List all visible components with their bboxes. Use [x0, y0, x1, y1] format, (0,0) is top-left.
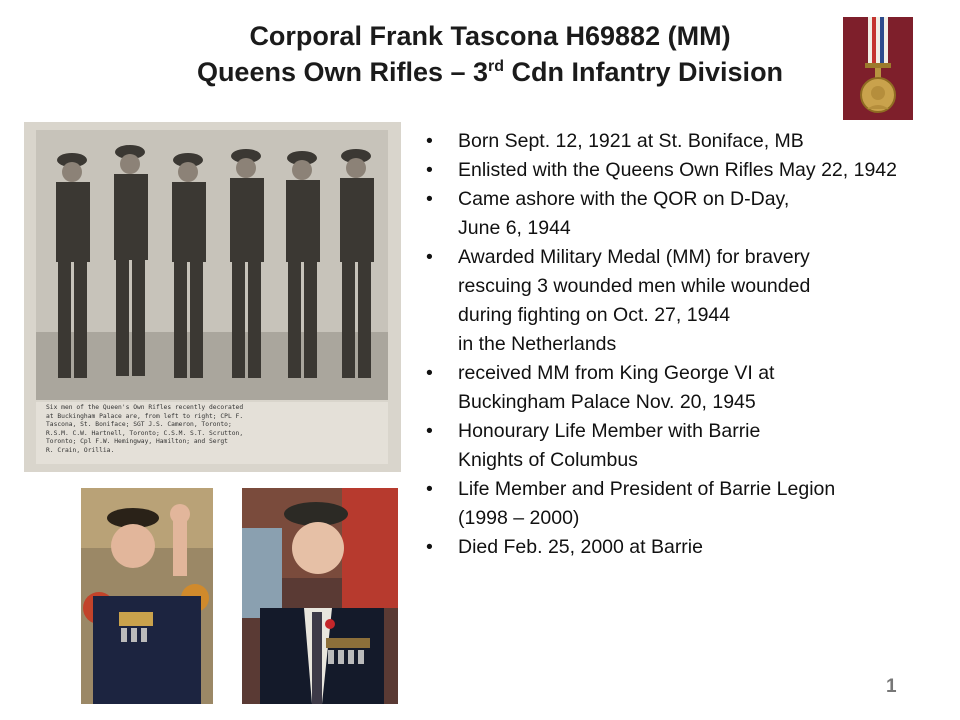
bullet-text-continued: Buckingham Palace Nov. 20, 1945 [458, 391, 756, 413]
military-medal-image [843, 17, 913, 120]
bullet-text-continued: in the Netherlands [458, 333, 617, 355]
group-photo-six-soldiers [24, 122, 401, 472]
bullet-dot: • [426, 188, 433, 210]
photo-veteran-portrait [242, 488, 398, 704]
bullet-dot: • [426, 159, 433, 181]
slide-title [130, 18, 850, 90]
bullet-text-continued: June 6, 1944 [458, 217, 571, 239]
page-number: 1 [886, 676, 897, 697]
bullet-text: Born Sept. 12, 1921 at St. Boniface, MB [458, 130, 804, 152]
photo-veteran-waving [81, 488, 213, 704]
bullet-text: Life Member and President of Barrie Legion [458, 478, 836, 500]
bullet-text-continued: (1998 – 2000) [458, 507, 580, 529]
bullet-text: Awarded Military Medal (MM) for bravery [458, 246, 810, 268]
bullet-text: Died Feb. 25, 2000 at Barrie [458, 536, 703, 558]
bullet-text: Came ashore with the QOR on D-Day, [458, 188, 790, 210]
group-photo-caption: Six men of the Queen's Own Rifles recently decorated at Buckingham Palace are, from left to right; CPL F. Tascona, St. Boniface; SGT J.S. Cameron, Toronto; R.S.M. C.W. Hartnell, Toronto; C.S.M. S.T. Scrutton, Toronto; Cpl F.W. Hemingway, Hamilton; and Sergt R. Crain, Orillia. [46, 404, 244, 454]
biography-bullet-list [424, 127, 960, 562]
bullet-item [424, 417, 960, 475]
title-line-1: Corporal Frank Tascona H69882 (MM) [249, 21, 731, 51]
bullet-text: Honourary Life Member with Barrie [458, 420, 761, 442]
bullet-item [424, 243, 960, 359]
bullet-dot: • [426, 362, 433, 384]
bullet-text-continued: Knights of Columbus [458, 449, 638, 471]
bullet-dot: • [426, 420, 433, 442]
bullet-item [424, 185, 960, 243]
bullet-item [424, 156, 960, 185]
bullet-text-continued: rescuing 3 wounded men while wounded [458, 275, 811, 297]
bullet-dot: • [426, 130, 433, 152]
bullet-text: Enlisted with the Queens Own Rifles May 22, 1942 [458, 159, 897, 181]
title-line-2: Queens Own Rifles – 3rd Cdn Infantry Division [196, 57, 784, 87]
bullet-item [424, 127, 960, 156]
bullet-dot: • [426, 536, 433, 558]
bullet-dot: • [426, 246, 433, 268]
bullet-text: received MM from King George VI at [458, 362, 775, 384]
bullet-item [424, 533, 960, 562]
bullet-dot: • [426, 478, 433, 500]
bullet-item [424, 359, 960, 417]
bullet-text-continued: during fighting on Oct. 27, 1944 [458, 304, 731, 326]
bullet-item [424, 475, 960, 533]
